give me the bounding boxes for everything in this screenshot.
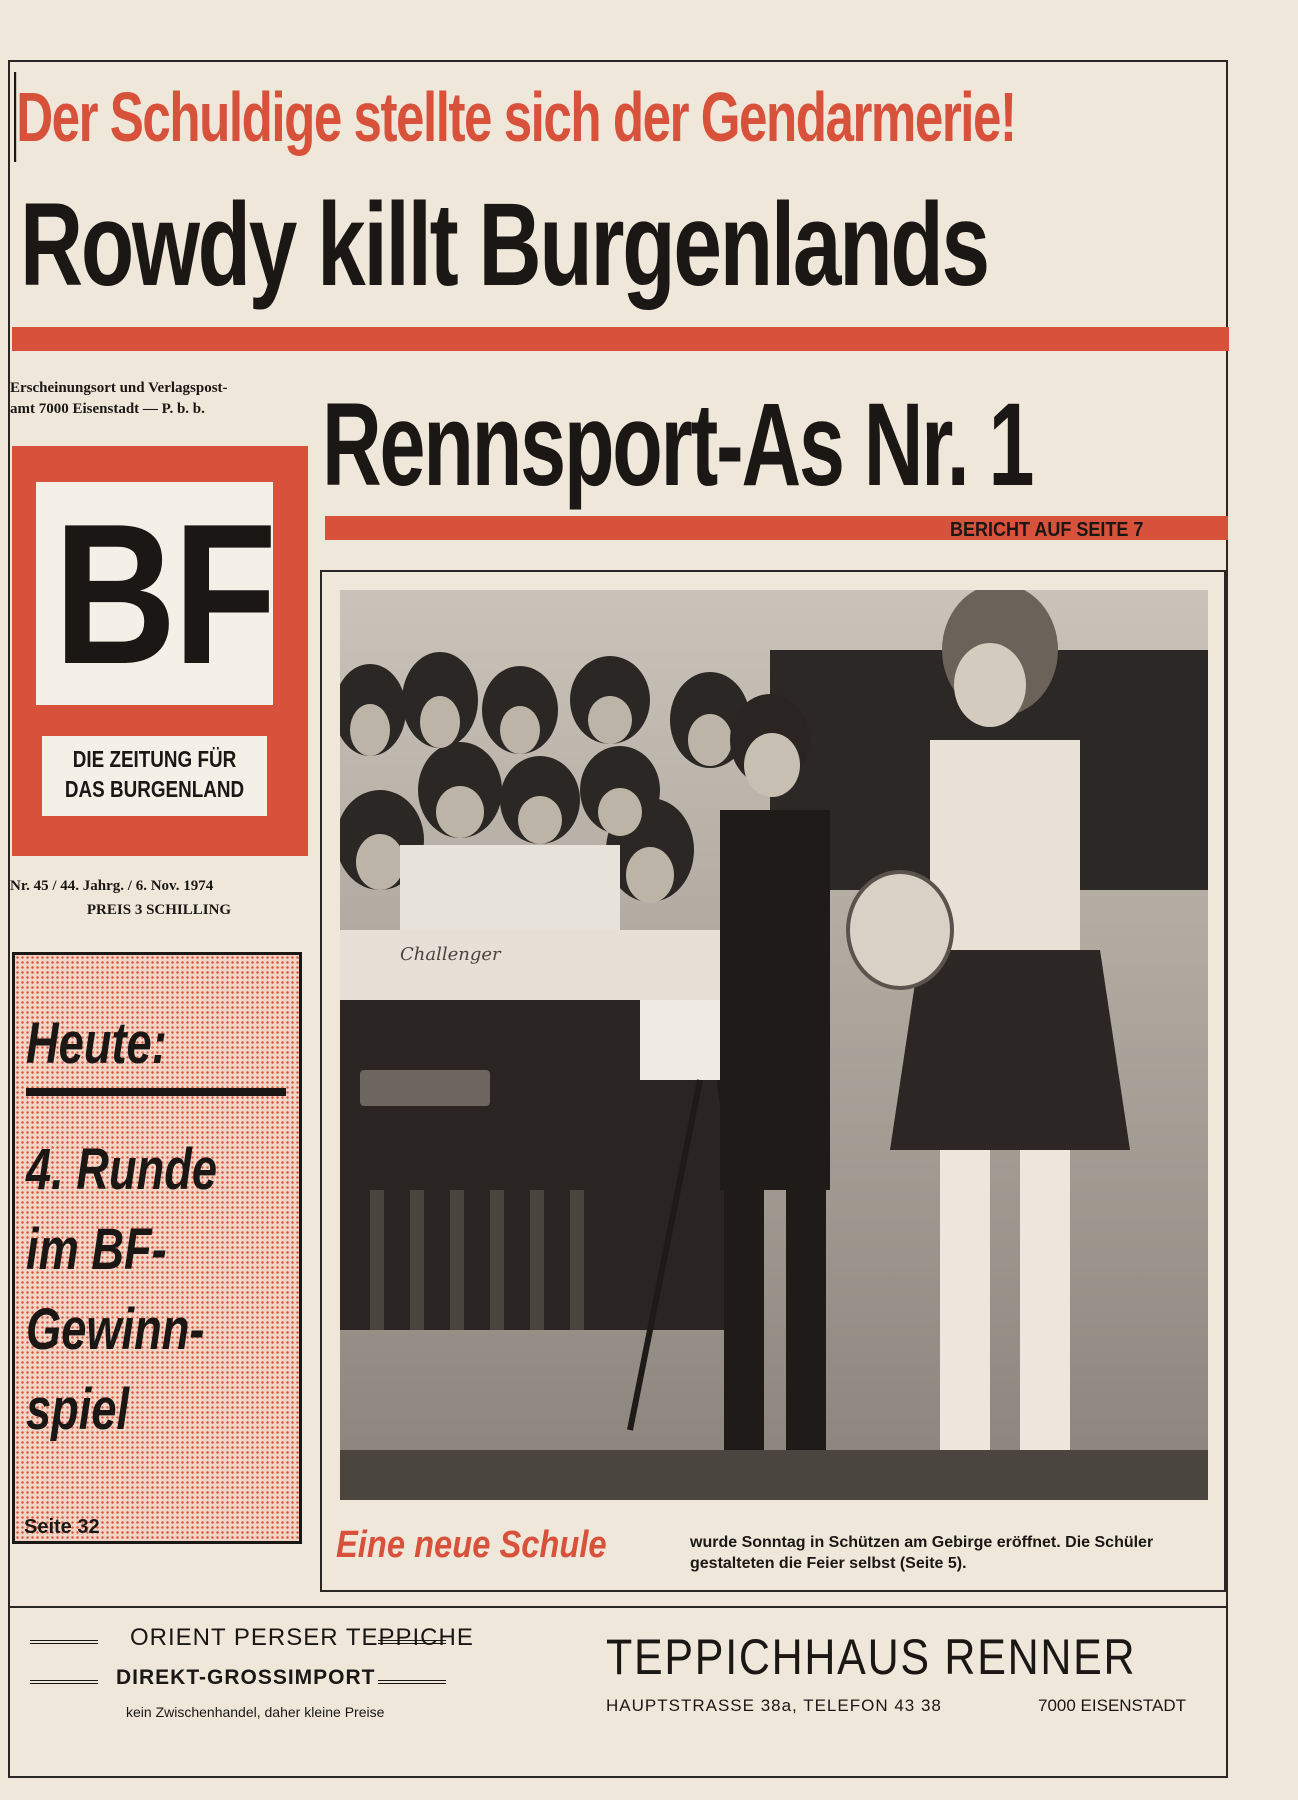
teaser-line: im BF- [26,1217,167,1282]
ad-text-carpets: ORIENT PERSER TEPPICHE [130,1624,474,1651]
caption-text: wurde Sonntag in Schützen am Gebirge eröffnet. Die Schüler gestalteten die Feier selbst (Seite 5). [690,1534,1154,1572]
ad-text-import: DIREKT-GROSSIMPORT [116,1666,376,1689]
logo-tagline-1: DIE ZEITUNG FÜR [72,746,237,772]
publication-note [10,378,308,420]
school-opening-photo[interactable] [340,590,1208,1500]
main-headline-line1: Rowdy killt Burgenlands [20,179,988,311]
ad-rule [30,1680,98,1684]
organ-label: Challenger [400,944,501,965]
ad-rule [378,1680,446,1684]
teaser-line: 4. Runde [26,1137,218,1202]
teaser-page-ref: Seite 32 [24,1516,100,1538]
issue-price: PREIS 3 SCHILLING [86,902,232,918]
teaser-line: Gewinn- [26,1297,205,1362]
publication-note-line1: Erscheinungsort und Verlagspost- [10,380,228,396]
report-reference: BERICHT AUF SEITE 7 [950,519,1144,541]
publication-note-line2: amt 7000 Eisenstadt — P. b. b. [10,401,205,417]
issue-info [10,874,308,922]
caption-title: Eine neue Schule [336,1524,607,1566]
teaser-rule [26,1088,286,1096]
ad-store-name: TEPPICHHAUS RENNER [606,1629,1137,1685]
ad-rule [30,1640,98,1644]
teaser-line: spiel [26,1377,130,1442]
teaser-heading: Heute: [26,1011,167,1076]
ad-store-city: 7000 EISENSTADT [1038,1696,1187,1715]
logo-letters: BF [53,483,274,706]
ad-store-address: HAUPTSTRASSE 38a, TELEFON 43 38 [606,1696,942,1715]
red-rule [12,327,1229,351]
kicker-headline: Der Schuldige stellte sich der Gendarmerie! [14,72,904,162]
logo-tagline-2: DAS BURGENLAND [64,776,245,802]
main-headline-line2: Rennsport-As Nr. 1 [322,379,1033,511]
issue-number: Nr. 45 / 44. Jahrg. / 6. Nov. 1974 [10,878,214,894]
ad-text-prices: kein Zwischenhandel, daher kleine Preise [126,1704,385,1720]
